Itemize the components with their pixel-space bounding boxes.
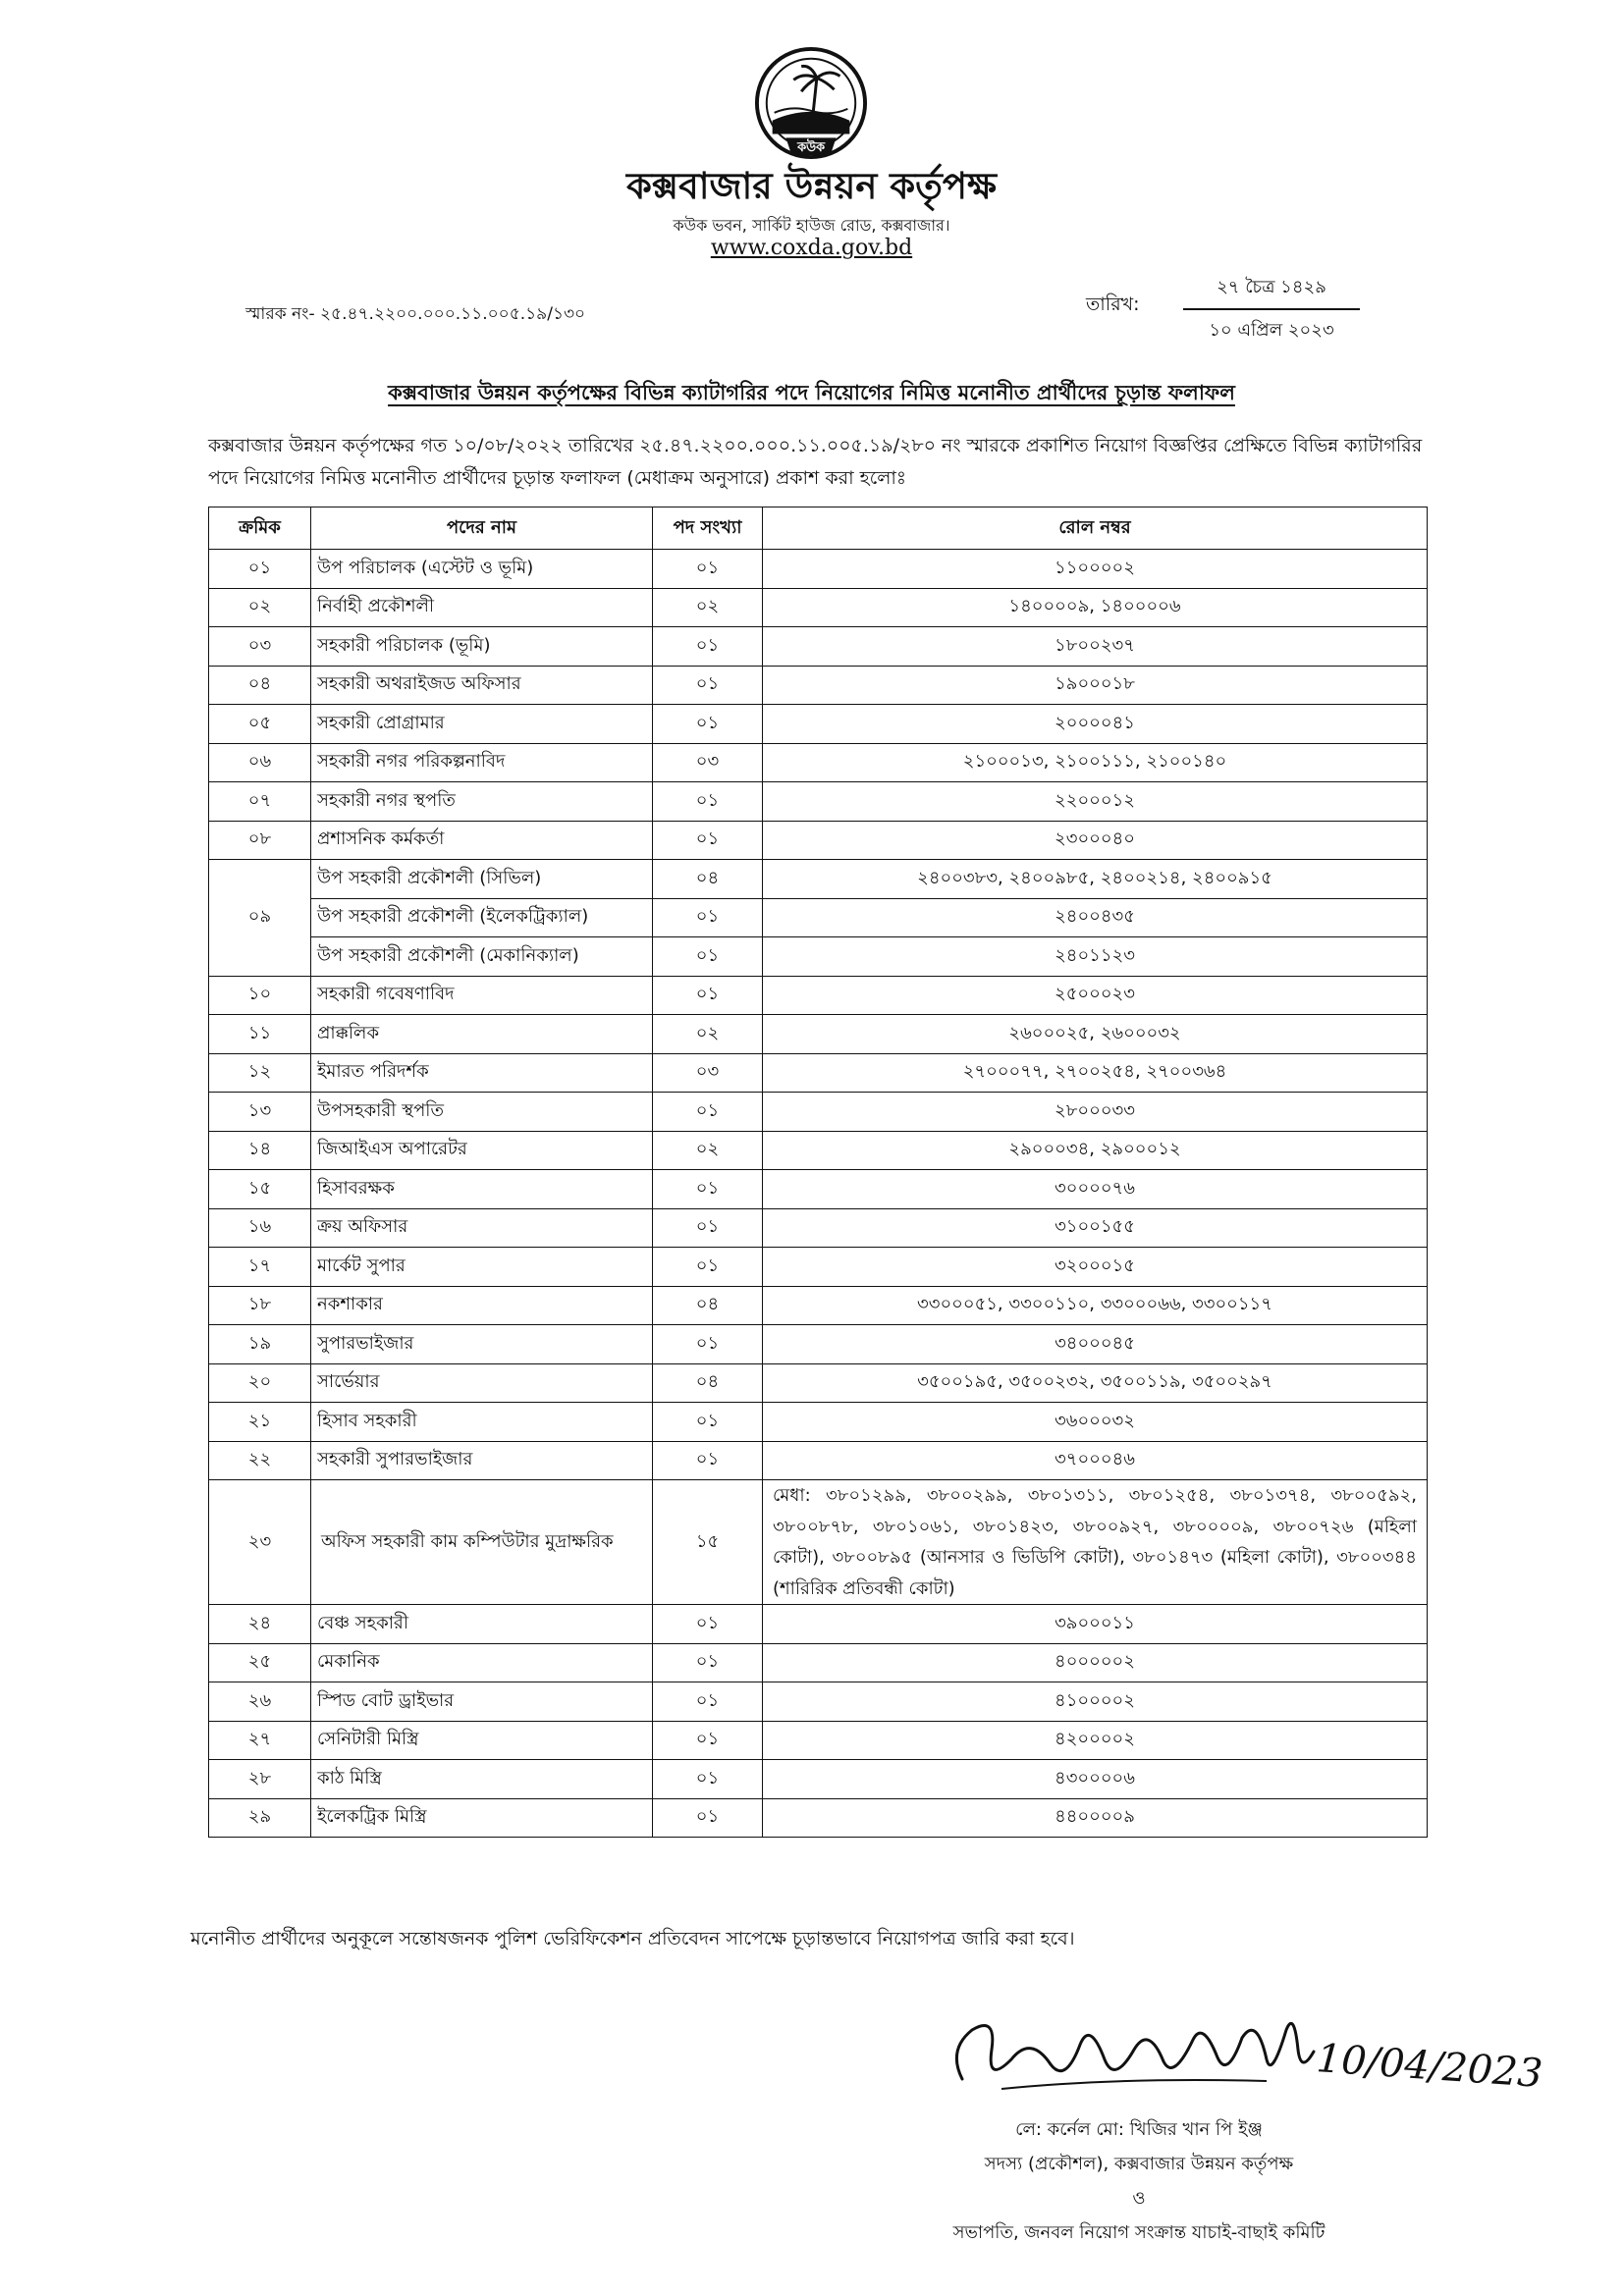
cell-count: ০১ [653, 1798, 763, 1838]
cell-post: হিসাব সহকারী [311, 1403, 653, 1442]
header-post: পদের নাম [311, 507, 653, 550]
cell-rolls: ২৪০০৪৩৫ [763, 898, 1428, 937]
cell-rolls: ২০০০০৪১ [763, 705, 1428, 744]
table-row [209, 976, 1428, 1015]
cell-count: ০১ [653, 627, 763, 667]
cell-count: ০৩ [653, 1053, 763, 1093]
cell-serial: ২৬ [209, 1682, 311, 1722]
footer-note: মনোনীত প্রার্থীদের অনুকূলে সন্তোষজনক পুলিশ ভেরিফিকেশন প্রতিবেদন সাপেক্ষে চূড়ান্তভাবে নিয়োগপত্র জারি করা হবে। [190, 1928, 1075, 1949]
cell-count: ০১ [653, 1208, 763, 1248]
cell-count: ০২ [653, 1015, 763, 1054]
cell-rolls: মেধা: ৩৮০১২৯৯, ৩৮০০২৯৯, ৩৮০১৩১১, ৩৮০১২৫৪, ৩৮০১৩৭৪, ৩৮০০৫৯২, ৩৮০০৮৭৮, ৩৮০১০৬১, ৩৮০১৪২৩, ৩৮০০৯২৭, ৩৮০০০০৯, ৩৮০০৭২৬ (মহিলা কোটা), ৩৮০০৮৯৫ (আনসার ও ভিডিপি কোটা), ৩৮০১৪৭৩ (মহিলা কোটা), ৩৮০০৩৪৪ (শারিরিক প্রতিবন্ধী কোটা) [763, 1480, 1428, 1605]
cell-count: ০১ [653, 1682, 763, 1722]
table-row [209, 1721, 1428, 1760]
cell-count: ০১ [653, 1643, 763, 1682]
cell-post: প্রাক্কলিক [311, 1015, 653, 1054]
cell-count: ০১ [653, 937, 763, 977]
cell-rolls: ৩৫০০১৯৫, ৩৫০০২৩২, ৩৫০০১১৯, ৩৫০০২৯৭ [763, 1363, 1428, 1403]
cell-count: ০২ [653, 1131, 763, 1170]
cell-count: ০১ [653, 705, 763, 744]
table-row [209, 860, 1428, 899]
title-text: কক্সবাজার উন্নয়ন কর্তৃপক্ষের বিভিন্ন ক্যাটাগরির পদে নিয়োগের নিমিত্ত মনোনীত প্রার্থীদের চূড়ান্ত ফলাফল [388, 381, 1235, 404]
table-body-c [209, 1605, 1428, 1838]
table-row [209, 705, 1428, 744]
cell-rolls: ৩৯০০০১১ [763, 1605, 1428, 1644]
cell-serial: ২২ [209, 1441, 311, 1480]
table-row [209, 937, 1428, 977]
cell-count: ০১ [653, 1325, 763, 1364]
cell-serial: ০৬ [209, 743, 311, 782]
table-row [209, 1286, 1428, 1325]
cell-count: ০৪ [653, 860, 763, 899]
table-row [209, 1441, 1428, 1480]
cell-post: সুপারভাইজার [311, 1325, 653, 1364]
cell-post: সেনিটারী মিস্ত্রি [311, 1721, 653, 1760]
table-row [209, 743, 1428, 782]
cell-rolls: ৩০০০০৭৬ [763, 1170, 1428, 1209]
table-row [209, 1682, 1428, 1722]
cell-count: ০৩ [653, 743, 763, 782]
signature-date: 10/04/2023 [1315, 2036, 1544, 2098]
cell-rolls: ১৪০০০০৯, ১৪০০০০৬ [763, 588, 1428, 627]
cell-rolls: ২৮০০০৩৩ [763, 1093, 1428, 1132]
cell-post: জিআইএস অপারেটর [311, 1131, 653, 1170]
cell-rolls: ২৪০০৩৮৩, ২৪০০৯৮৫, ২৪০০২১৪, ২৪০০৯১৫ [763, 860, 1428, 899]
table-row [209, 627, 1428, 667]
cell-rolls: ২৪০১১২৩ [763, 937, 1428, 977]
cell-count: ০১ [653, 782, 763, 822]
cell-serial: ০১ [209, 550, 311, 589]
cell-serial: ০৩ [209, 627, 311, 667]
table-row [209, 1480, 1428, 1605]
cell-serial: ০৯ [209, 860, 311, 977]
cell-post: মার্কেট সুপার [311, 1248, 653, 1287]
table-body-row09 [209, 860, 1428, 977]
cell-rolls: ২২০০০১২ [763, 782, 1428, 822]
cell-serial: ০২ [209, 588, 311, 627]
cell-count: ০১ [653, 1760, 763, 1799]
cell-post: নির্বাহী প্রকৌশলী [311, 588, 653, 627]
cell-rolls: ৩৩০০০৫১, ৩৩০০১১০, ৩৩০০০৬৬, ৩৩০০১১৭ [763, 1286, 1428, 1325]
cell-serial: ২৯ [209, 1798, 311, 1838]
table-row [209, 1170, 1428, 1209]
cell-post: সহকারী সুপারভাইজার [311, 1441, 653, 1480]
cell-post: মেকানিক [311, 1643, 653, 1682]
date-label: তারিখ: [1086, 294, 1140, 315]
cell-rolls: ১৮০০২৩৭ [763, 627, 1428, 667]
table-row [209, 1760, 1428, 1799]
table-row [209, 1605, 1428, 1644]
cell-rolls: ২১০০০১৩, ২১০০১১১, ২১০০১৪০ [763, 743, 1428, 782]
cell-serial: ২৩ [209, 1480, 311, 1605]
signer-name: লে: কর্নেল মো: খিজির খান পি ইঞ্জ [1015, 2119, 1263, 2140]
cell-count: ০২ [653, 588, 763, 627]
signer-conjunction: ও [1132, 2188, 1146, 2209]
cell-post: সহকারী গবেষণাবিদ [311, 976, 653, 1015]
table-body-a [209, 550, 1428, 860]
cell-post: ইলেকট্রিক মিস্ত্রি [311, 1798, 653, 1838]
cell-post: অফিস সহকারী কাম কম্পিউটার মুদ্রাক্ষরিক [311, 1480, 653, 1605]
cell-post: ক্রয় অফিসার [311, 1208, 653, 1248]
cell-rolls: ১৯০০০১৮ [763, 666, 1428, 705]
table-row [209, 588, 1428, 627]
cell-serial: ২০ [209, 1363, 311, 1403]
cell-post: উপ সহকারী প্রকৌশলী (ইলেকট্রিক্যাল) [311, 898, 653, 937]
date-english: ১০ এপ্রিল ২০২৩ [1209, 320, 1334, 341]
cell-serial: ১২ [209, 1053, 311, 1093]
cell-post: নকশাকার [311, 1286, 653, 1325]
memo-number: স্মারক নং- ২৫.৪৭.২২০০.০০০.১১.০০৫.১৯/১৩০ [245, 304, 586, 324]
cell-rolls: ৪২০০০০২ [763, 1721, 1428, 1760]
cell-post: সহকারী নগর পরিকল্পনাবিদ [311, 743, 653, 782]
cell-post: সহকারী পরিচালক (ভূমি) [311, 627, 653, 667]
table-row [209, 1015, 1428, 1054]
date-bangla: ২৭ চৈত্র ১৪২৯ [1183, 273, 1360, 310]
table-row [209, 1643, 1428, 1682]
table-body-b [209, 976, 1428, 1480]
cell-rolls: ৪৪০০০০৯ [763, 1798, 1428, 1838]
signature-image [943, 1991, 1544, 2109]
cell-post: স্পিড বোট ড্রাইভার [311, 1682, 653, 1722]
cell-serial: ২৮ [209, 1760, 311, 1799]
table-row [209, 898, 1428, 937]
cell-post: প্রশাসনিক কর্মকর্তা [311, 821, 653, 860]
cell-serial: ২৭ [209, 1721, 311, 1760]
table-row [209, 1363, 1428, 1403]
cell-post: বেঞ্চ সহকারী [311, 1605, 653, 1644]
cell-serial: ০৭ [209, 782, 311, 822]
cell-serial: ০৮ [209, 821, 311, 860]
table-row [209, 1798, 1428, 1838]
cell-post: হিসাবরক্ষক [311, 1170, 653, 1209]
cell-serial: ১৭ [209, 1248, 311, 1287]
cell-serial: ২৫ [209, 1643, 311, 1682]
cell-count: ০১ [653, 976, 763, 1015]
header-count: পদ সংখ্যা [653, 507, 763, 550]
table-row [209, 1403, 1428, 1442]
cell-count: ১৫ [653, 1480, 763, 1605]
cell-rolls: ৩৬০০০৩২ [763, 1403, 1428, 1442]
cell-rolls: ৪৩০০০০৬ [763, 1760, 1428, 1799]
cell-count: ০১ [653, 1721, 763, 1760]
date-block [1183, 273, 1360, 347]
signer-designation: সদস্য (প্রকৌশল), কক্সবাজার উন্নয়ন কর্তৃপক্ষ [984, 2154, 1294, 2174]
cell-serial: ২৪ [209, 1605, 311, 1644]
cell-count: ০১ [653, 1093, 763, 1132]
cell-serial: ১৫ [209, 1170, 311, 1209]
cell-rolls: ৪০০০০০২ [763, 1643, 1428, 1682]
table-header-row [209, 507, 1428, 550]
results-table [208, 507, 1428, 1838]
cell-rolls: ৩২০০০১৫ [763, 1248, 1428, 1287]
logo-text: কউক [797, 140, 825, 156]
cell-rolls: ৪১০০০০২ [763, 1682, 1428, 1722]
cell-count: ০১ [653, 666, 763, 705]
cell-serial: ০৪ [209, 666, 311, 705]
cell-post: সহকারী নগর স্থপতি [311, 782, 653, 822]
cell-count: ০১ [653, 821, 763, 860]
table-row [209, 782, 1428, 822]
cell-count: ০১ [653, 1170, 763, 1209]
cell-rolls: ২৩০০০৪০ [763, 821, 1428, 860]
cell-serial: ১৮ [209, 1286, 311, 1325]
table-row [209, 1325, 1428, 1364]
cell-serial: ১৬ [209, 1208, 311, 1248]
cell-post: সার্ভেয়ার [311, 1363, 653, 1403]
org-address: কউক ভবন, সার্কিট হাউজ রোড, কক্সবাজার। [673, 216, 950, 235]
table-row [209, 821, 1428, 860]
cell-serial: ২১ [209, 1403, 311, 1442]
org-website: www.coxda.gov.bd [710, 236, 913, 260]
cell-rolls: ২৯০০০৩৪, ২৯০০০১২ [763, 1131, 1428, 1170]
cell-post: ইমারত পরিদর্শক [311, 1053, 653, 1093]
cell-count: ০১ [653, 1248, 763, 1287]
cell-serial: ১৪ [209, 1131, 311, 1170]
cell-rolls: ১১০০০০২ [763, 550, 1428, 589]
cell-rolls: ৩৪০০০৪৫ [763, 1325, 1428, 1364]
cell-count: ০৪ [653, 1286, 763, 1325]
cell-rolls: ৩১০০১৫৫ [763, 1208, 1428, 1248]
table-row [209, 550, 1428, 589]
cell-count: ০১ [653, 1441, 763, 1480]
cell-serial: ০৫ [209, 705, 311, 744]
cell-post: উপসহকারী স্থপতি [311, 1093, 653, 1132]
table-row [209, 1131, 1428, 1170]
cell-rolls: ২৭০০০৭৭, ২৭০০২৫৪, ২৭০০৩৬৪ [763, 1053, 1428, 1093]
cell-post: সহকারী অথরাইজড অফিসার [311, 666, 653, 705]
table-body-row23 [209, 1480, 1428, 1605]
committee-title: সভাপতি, জনবল নিয়োগ সংক্রান্ত যাচাই-বাছাই কমিটি [952, 2222, 1325, 2243]
cell-serial: ১৯ [209, 1325, 311, 1364]
cell-count: ০১ [653, 898, 763, 937]
cell-post: উপ সহকারী প্রকৌশলী (সিভিল) [311, 860, 653, 899]
cell-count: ০১ [653, 1605, 763, 1644]
cell-post: কাঠ মিস্ত্রি [311, 1760, 653, 1799]
table-row [209, 1053, 1428, 1093]
table-row [209, 666, 1428, 705]
coxda-logo [753, 45, 869, 161]
cell-count: ০১ [653, 550, 763, 589]
table-row [209, 1248, 1428, 1287]
cell-rolls: ৩৭০০০৪৬ [763, 1441, 1428, 1480]
cell-count: ০৪ [653, 1363, 763, 1403]
cell-serial: ১৩ [209, 1093, 311, 1132]
page-title [0, 377, 1623, 411]
cell-serial: ১০ [209, 976, 311, 1015]
intro-paragraph: কক্সবাজার উন্নয়ন কর্তৃপক্ষের গত ১০/০৮/২০২২ তারিখের ২৫.৪৭.২২০০.০০০.১১.০০৫.১৯/২৮০ নং স্মারকে প্রকাশিত নিয়োগ বিজ্ঞপ্তির প্রেক্ষিতে বিভিন্ন ক্যাটাগরির পদে নিয়োগের নিমিত্ত মনোনীত প্রার্থীদের চূড়ান্ত ফলাফল (মেধাক্রম অনুসারে) প্রকাশ করা হলোঃ [208, 435, 1423, 489]
cell-serial: ১১ [209, 1015, 311, 1054]
cell-post: সহকারী প্রোগ্রামার [311, 705, 653, 744]
cell-post: উপ সহকারী প্রকৌশলী (মেকানিক্যাল) [311, 937, 653, 977]
header-serial: ক্রমিক [209, 507, 311, 550]
table-row [209, 1093, 1428, 1132]
cell-rolls: ২৫০০০২৩ [763, 976, 1428, 1015]
cell-post: উপ পরিচালক (এস্টেট ও ভূমি) [311, 550, 653, 589]
cell-count: ০১ [653, 1403, 763, 1442]
cell-rolls: ২৬০০০২৫, ২৬০০০৩২ [763, 1015, 1428, 1054]
table-row [209, 1208, 1428, 1248]
header-rolls: রোল নম্বর [763, 507, 1428, 550]
org-name: কক্সবাজার উন্নয়ন কর্তৃপক্ষ [626, 165, 997, 207]
